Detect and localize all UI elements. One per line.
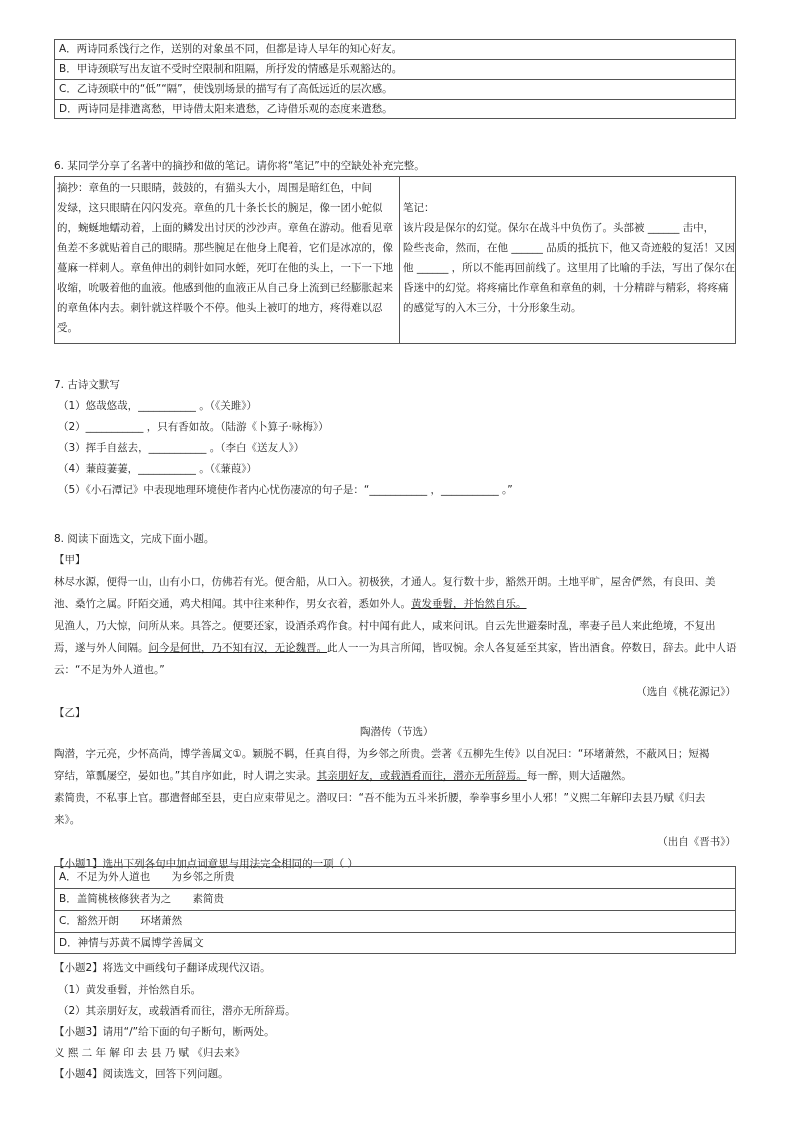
q8-title: 8. 阅读下面选文，完成下面小题。 bbox=[54, 533, 215, 545]
yi-label: 【乙】 bbox=[54, 707, 86, 719]
sub3-text: 义 熙 二 年 解 印 去 县 乃 赋 《归去来》 bbox=[54, 1047, 245, 1059]
yi-text: 每一醉，则大适融然。 bbox=[526, 770, 632, 782]
note-line: 笔记： bbox=[403, 202, 435, 214]
jia-underlined-sentence-2: 问今是何世，乃不知有汉，无论魏晋。 bbox=[148, 642, 327, 654]
sub2-item: （2）其亲朋好友，或载酒肴而往，潜亦无所辞焉。 bbox=[58, 1005, 296, 1017]
sub2-item: （1）黄发垂髫，并怡然自乐。 bbox=[58, 984, 202, 996]
jia-label: 【甲】 bbox=[54, 554, 86, 566]
q7-item: （4）蒹葭萋萋，___________ 。（《蒹葭》） bbox=[58, 463, 258, 475]
yi-p1-line1: 陶潜，字元亮，少怀高尚，博学善属文①。颖脱不羁，任真自得，为乡邻之所贵。尝著《五柳先生传》以自况曰：“环堵萧然，不蔽风日；短褐 bbox=[54, 748, 710, 760]
jia-underlined-sentence-1: 黄发垂髫，并怡然自乐。 bbox=[411, 598, 527, 610]
note-line: 该片段是保尔的幻觉。保尔在战斗中负伤了。头部被 ______ 击中， bbox=[403, 222, 715, 234]
excerpt-line: 收缩，吮吸着他的血液。他感到他的血液正从自己身上流到已经膨胀起来 bbox=[57, 282, 393, 294]
q5-option-c: C．乙诗颈联中的“低”“隔”，使饯别场景的描写有了高低远近的层次感。 bbox=[54, 79, 736, 99]
note-line: 他 ______ ，所以不能再回前线了。这里用了比喻的手法，写出了保尔在 bbox=[403, 262, 736, 274]
jia-p2-line2 bbox=[54, 640, 737, 655]
yi-title: 陶潜传（节选） bbox=[360, 726, 434, 738]
q6-divider bbox=[399, 177, 400, 343]
sub1-option-a bbox=[54, 866, 736, 888]
jia-text: 焉，遂与外人间隔。 bbox=[54, 642, 149, 654]
q5-option-b: B．甲诗颈联写出友谊不受时空限制和阻隔，所抒发的情感是乐观豁达的。 bbox=[54, 59, 736, 79]
yi-source: （出自《晋书》） bbox=[657, 836, 736, 848]
excerpt-line: 鱼差不多就贴着自己的眼睛。那些腕足在他身上爬着，它们是冰凉的，像 bbox=[57, 242, 393, 254]
q6-table bbox=[54, 176, 736, 344]
jia-p1-line2 bbox=[54, 596, 527, 611]
sub3-title: 【小题3】请用“/”给下面的句子断句，断两处。 bbox=[54, 1026, 275, 1038]
yi-p2-line2: 来》。 bbox=[54, 814, 81, 826]
yi-underlined-sentence: 其亲朋好友，或载酒肴而往，潜亦无所辞焉。 bbox=[316, 770, 527, 782]
option-right: 素简贵 bbox=[192, 893, 225, 905]
sub2-title: 【小题2】将选文中画线句子翻译成现代汉语。 bbox=[54, 962, 271, 974]
sub1-option-d bbox=[54, 932, 736, 954]
option-left: B．盖简桃核修狭者为之 bbox=[59, 893, 172, 905]
sub1-option-b bbox=[54, 888, 736, 910]
jia-source: （选自《桃花源记》） bbox=[636, 686, 736, 698]
excerpt-line: 的章鱼体内去。刺针就这样吸个不停。他头上被叮的地方，疼得难以忍 bbox=[57, 302, 383, 314]
option-right: 为乡邻之所贵 bbox=[171, 871, 235, 883]
jia-text: 此人一一为具言所闻，皆叹惋。余人各复延至其家，皆出酒食。停数日，辞去。此中人语 bbox=[327, 642, 737, 654]
yi-text: 穿结，箪瓢屡空，晏如也。”其自序如此，时人谓之实录。 bbox=[54, 770, 317, 782]
note-line: 险些丧命，然而，在他 ______ 品质的抵抗下，他又奇迹般的复活！又因 bbox=[403, 242, 736, 254]
q6-title: 6. 某同学分享了名著中的摘抄和做的笔记。请你将“笔记”中的空缺处补充完整。 bbox=[54, 160, 425, 172]
option-right: 环堵萧然 bbox=[140, 915, 183, 927]
excerpt-line: 受。 bbox=[57, 322, 78, 334]
yi-p1-line2 bbox=[54, 768, 632, 783]
excerpt-line: 发绿，这只眼睛在闪闪发亮。章鱼的几十条长长的腕足，像一团小蛇似 bbox=[57, 202, 383, 214]
sub1-title: 【小题1】选出下列各句中加点词意思与用法完全相同的一项（ ） bbox=[54, 858, 359, 870]
q7-title: 7. 古诗文默写 bbox=[54, 379, 120, 391]
excerpt-line: 摘抄：章鱼的一只眼睛，鼓鼓的，有猫头大小，周围是暗红色，中间 bbox=[57, 182, 372, 194]
q7-item: （5）《小石潭记》中表现地理环境使作者内心忧伤凄凉的句子是：“___________ ，___________ 。” bbox=[58, 484, 513, 496]
note-line: 的感觉写的入木三分，十分形象生动。 bbox=[403, 302, 582, 314]
sub1-option-c bbox=[54, 910, 736, 932]
excerpt-line: 的，蜿蜒地蠕动着，上面的鳞发出讨厌的沙沙声。章鱼在游动。他看见章 bbox=[57, 222, 393, 234]
sub4-title: 【小题4】阅读选文，回答下列问题。 bbox=[54, 1068, 229, 1080]
option-left: D．神情与苏黄不属博学善属文 bbox=[59, 937, 204, 949]
q5-option-a: A．两诗同系饯行之作，送别的对象虽不同，但都是诗人早年的知心好友。 bbox=[54, 39, 736, 59]
option-left: C．豁然开朗 bbox=[59, 915, 119, 927]
jia-p1-line1: 林尽水源，便得一山，山有小口，仿佛若有光。便舍船，从口入。初极狭，才通人。复行数十步，豁然开朗。土地平旷，屋舍俨然，有良田、美 bbox=[54, 576, 716, 588]
q7-item: （1）悠哉悠哉，___________ 。（《关雎》） bbox=[58, 400, 258, 412]
yi-p2-line1: 素简贵，不私事上官。郡遣督邮至县，吏白应束带见之。潜叹曰：“吾不能为五斗米折腰，拳拳事乡里小人邪！”义熙二年解印去县乃赋《归去 bbox=[54, 792, 706, 804]
jia-p2-line1: 见渔人，乃大惊，问所从来。具答之。便要还家，设酒杀鸡作食。村中闻有此人，咸来问讯。自云先世避秦时乱，率妻子邑人来此绝境，不复出 bbox=[54, 620, 716, 632]
excerpt-line: 蔓麻一样刺人。章鱼伸出的刺针如同水蛭，死叮在他的头上，一下一下地 bbox=[57, 262, 393, 274]
note-line: 昏迷中的幻觉。将疼痛比作章鱼和章鱼的刺，十分精辟与精彩，将疼痛 bbox=[403, 282, 729, 294]
jia-text: 池、桑竹之属。阡陌交通，鸡犬相闻。其中往来种作，男女衣着，悉如外人。 bbox=[54, 598, 411, 610]
jia-p2-line3: 云：“不足为外人道也。” bbox=[54, 664, 165, 676]
q5-option-d: D．两诗同是排遣离愁，甲诗借太阳来遣愁，乙诗借乐观的态度来遣愁。 bbox=[54, 99, 736, 119]
q7-item: （3）挥手自兹去，___________ 。（李白《送友人》） bbox=[58, 442, 305, 454]
option-left: A．不足为外人道也 bbox=[59, 871, 151, 883]
q7-item: （2）___________ ，只有香如故。（陆游《卜算子·咏梅》） bbox=[58, 421, 329, 433]
